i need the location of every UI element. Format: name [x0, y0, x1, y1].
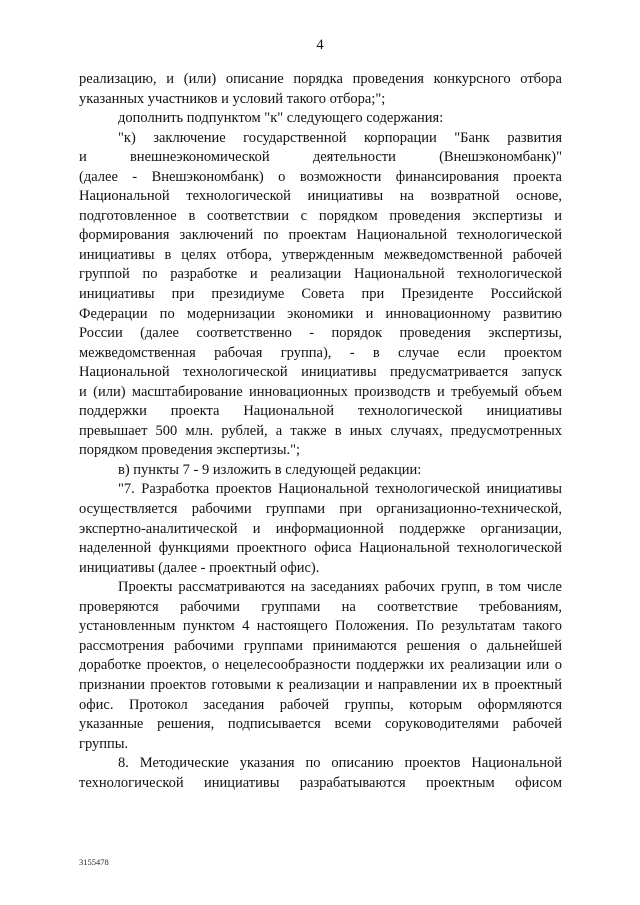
text-line: в) пункты 7 - 9 изложить в следующей редакции: [118, 461, 422, 478]
text-line: инициативы в целях отбора, утвержденным межведомственной рабочей [79, 246, 562, 263]
text-line: технологической инициативы разрабатываются проектным офисом [79, 774, 562, 791]
text-line: и внешнеэкономической деятельности (Внешэкономбанк)" [79, 149, 562, 166]
text-line: экспертно-аналитической и информационной поддержке организации, [79, 520, 562, 537]
text-line: Проекты рассматриваются на заседаниях рабочих групп, в том числе [118, 579, 562, 596]
text-line: превышает 500 млн. рублей, а также в иных случаях, предусмотренных [79, 422, 562, 439]
text-line: дополнить подпунктом "к" следующего содержания: [118, 110, 444, 127]
text-line: инициативы при президиуме Совета при Президенте Российской [79, 286, 562, 303]
text-line: инициативы (далее - проектный офис). [79, 559, 320, 576]
text-line: 8. Методические указания по описанию проектов Национальной [118, 755, 562, 772]
text-line: группой по разработке и реализации Национальной технологической [79, 266, 562, 283]
text-line: межведомственная рабочая группа), - в случае если проектом [79, 344, 562, 361]
text-line: поддержки проекта Национальной технологической инициативы [79, 403, 562, 420]
text-line: рассмотрения рабочими группами принимаются решения о дальнейшей [79, 637, 562, 654]
text-line: "к) заключение государственной корпорации "Банк развития [118, 129, 562, 146]
text-line: доработке проектов, о нецелесообразности поддержки их реализации или о [79, 657, 562, 674]
text-line: признании проектов готовыми к реализации и направлении их в проектный [79, 676, 562, 693]
text-line: Национальной технологической инициативы предусматривается запуск [79, 364, 562, 381]
text-line: "7. Разработка проектов Национальной технологической инициативы [118, 481, 562, 498]
document-body [79, 70, 562, 793]
text-line: установленным пунктом 4 настоящего Положения. По результатам такого [79, 618, 562, 635]
text-line: Федерации по модернизации экономики и инновационному развитию [79, 305, 562, 322]
text-line: порядком проведения экспертизы."; [79, 442, 301, 459]
text-line: группы. [79, 735, 129, 752]
text-line: проверяются рабочими группами на соответствие требованиям, [79, 598, 562, 615]
document-id: 3155478 [79, 857, 109, 867]
text-line: России (далее соответственно - порядок проведения экспертизы, [79, 325, 562, 342]
page-number: 4 [316, 37, 324, 53]
text-line: указанные решения, подписывается всеми соруководителями рабочей [79, 716, 562, 733]
text-line: подготовленное в соответствии с порядком проведения экспертизы и [79, 207, 562, 224]
text-line: осуществляется рабочими группами при организационно-технической, [79, 501, 562, 518]
text-line: Национальной технологической инициативы на возвратной основе, [79, 188, 562, 205]
text-line: формирования заключений по проектам Национальной технологической [79, 227, 562, 244]
text-line: (далее - Внешэкономбанк) о возможности финансирования проекта [79, 168, 562, 185]
text-line: реализацию, и (или) описание порядка проведения конкурсного отбора [79, 71, 562, 87]
text-line: наделенной функциями проектного офиса Национальной технологической [79, 540, 562, 557]
text-line: и (или) масштабирование инновационных производств и требуемый объем [79, 383, 562, 400]
text-line: указанных участников и условий такого отбора;"; [79, 90, 386, 107]
text-line: офис. Протокол заседания рабочей группы, которым оформляются [79, 696, 562, 713]
